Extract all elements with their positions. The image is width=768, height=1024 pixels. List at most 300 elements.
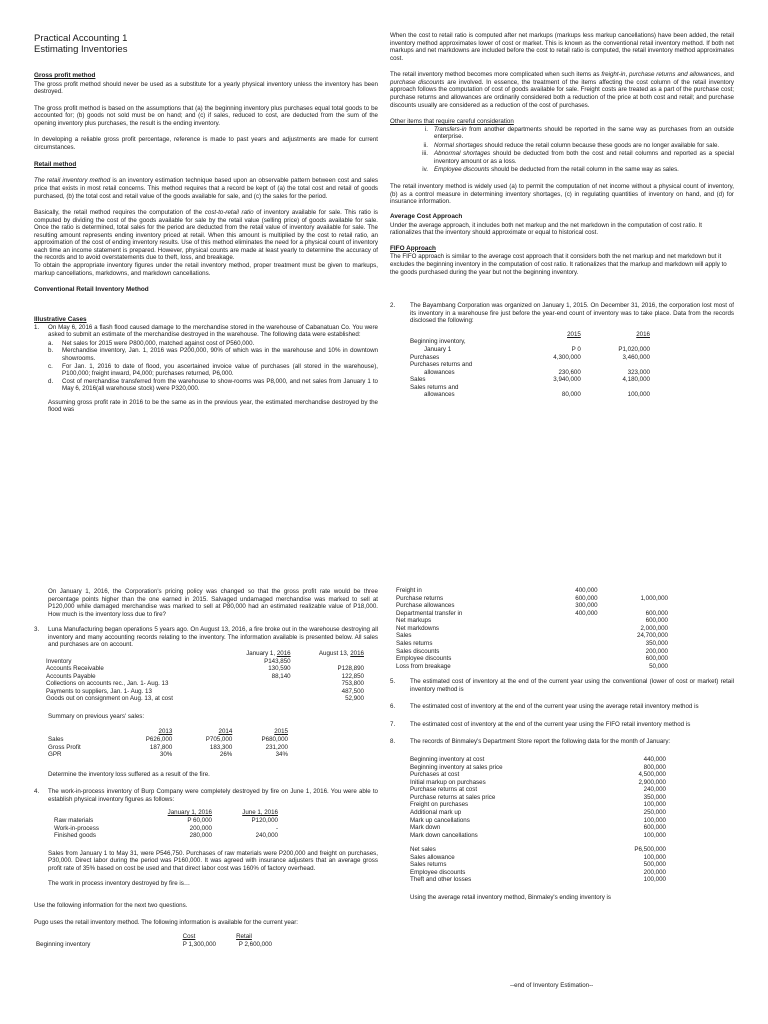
q8-row-label: Additional mark up <box>410 808 462 816</box>
case-4-row-label: Work-in-process <box>54 824 99 832</box>
pugo-col-retail: Retail <box>236 933 252 940</box>
case-1-item-letter: d. <box>48 377 54 385</box>
q8-row-label: Beginning inventory at cost <box>410 756 485 763</box>
other-item-text <box>434 142 734 150</box>
other-item-description: from another departments should be reported in the same way as purchases from an outside enterprise. <box>434 125 734 141</box>
case-1-item <box>48 363 378 378</box>
case-1-item-letter: b. <box>48 347 54 355</box>
question-8-text: The records of Binmaley's Department Store report the following data for the month of January: <box>410 738 671 746</box>
other-item-description: should reduce the retail column because these goods are no longer available for sale. <box>482 141 720 149</box>
case-2-row-value-2: 4,180,000 <box>622 376 650 384</box>
q8-row <box>410 869 666 877</box>
q8-row <box>410 809 666 817</box>
pugo-row <box>396 595 668 603</box>
case-2-row-value-2 <box>581 338 650 346</box>
pugo-row-value-1 <box>547 640 598 648</box>
right-top-column <box>390 32 734 399</box>
question-6 <box>390 703 734 711</box>
case-4-col-jun: June 1, 2016 <box>242 809 278 817</box>
gross-profit-paragraph-2: The gross profit method is based on the assumptions that (a) the beginning inventory plus purchases equal total goods to be accounted for; (b) goods not sold must be on hand; and (c) if sales, reduced to cost, are deducted from the sum of the opening inventory plus purchases, the result is the ending inventory. <box>34 104 378 127</box>
purchase-discounts-term: purchase discounts <box>390 78 445 86</box>
case-3-table <box>46 650 364 703</box>
other-item-term: Normal shortages <box>434 141 483 149</box>
pugo-row-label: Net markdowns <box>396 624 439 632</box>
pugo-table-continued <box>396 587 668 670</box>
pugo-row-value-2: 200,000 <box>645 647 668 655</box>
q8-row <box>410 839 666 846</box>
q8-row <box>410 764 666 772</box>
q8-row-label: Theft and other losses <box>410 876 472 884</box>
pugo-row-value-1 <box>547 625 598 633</box>
case-3-row <box>46 695 364 703</box>
case-4-row-value-1: 280,000 <box>189 832 212 840</box>
pugo-row-value-2: 2,000,000 <box>640 624 668 632</box>
summary-row-value: P705,000 <box>205 736 233 743</box>
pugo-row-value-2: 600,000 <box>645 609 668 617</box>
q8-row <box>410 817 666 825</box>
case-1-item-text: Net sales for 2015 were P800,000, matched against cost of P560,000. <box>62 339 255 347</box>
pugo-intro: Pugo uses the retail inventory method. The following information is available for the current year: <box>34 919 299 927</box>
pugo-row <box>396 632 668 640</box>
case-3-table-body <box>46 658 364 703</box>
case-4-row-value-1: 200,000 <box>189 824 212 832</box>
gross-profit-paragraph-3: In developing a reliable gross profit percentage, reference is made to past years and adjustments are made for current circumstances. <box>34 136 378 152</box>
other-item-numeral: i. <box>424 125 428 133</box>
case-2-row-value-2 <box>581 384 650 392</box>
pugo-row-label: Freight in <box>396 587 422 594</box>
case-4-row-value-1: P 60,000 <box>187 816 212 824</box>
conventional-retail-heading: Conventional Retail Inventory Method <box>34 286 149 294</box>
q8-row-label: Purchase returns at cost <box>410 786 478 794</box>
case-1-item-letter: c. <box>48 362 53 370</box>
summary-row-value: P680,000 <box>261 736 288 743</box>
retail-method-p2-text: of inventory available for sale. This ratio is computed by dividing the cost of the goods available for sale by the retail value (selling price) of goods available for sale. Once the ratio is determined, total sales for the period are deducted from the retail value of inventory available for sale. The resulting amount represents ending inventory priced at retail. When this amount is multiplied by the cost to retail ratio, an approximation of the cost of ending inventory results. Use of this method eliminates the need for a physical count of inventory each time an income statement is prepared. However, physical counts are made at least yearly to determine the accuracy of the records and to avoid overstatements due to theft, loss, and breakage. <box>34 209 378 262</box>
case-4-row-value-2: P120,000 <box>251 816 278 824</box>
pugo-row-value-1: 600,000 <box>575 594 598 602</box>
pugo-row <box>396 640 668 648</box>
q8-row-label: Beginning inventory at sales price <box>410 763 503 771</box>
case-3-row-value-1: 130,590 <box>268 665 291 673</box>
pugo-row-value-2: 350,000 <box>645 639 668 647</box>
case-1-item <box>48 378 378 393</box>
case-3-col-aug-year: 2016 <box>350 649 364 657</box>
q8-row-value: 800,000 <box>643 763 666 771</box>
other-item-term: Employee discounts <box>434 166 490 174</box>
other-item-numeral: iv. <box>422 166 428 174</box>
q8-row-value: 440,000 <box>643 756 666 763</box>
summary-row-label: GPR <box>48 751 62 759</box>
case-4-question: The work in process inventory destroyed by fire is… <box>48 880 191 888</box>
q8-row-label: Employee discounts <box>410 868 466 876</box>
case-2-col-2016: 2016 <box>636 330 650 338</box>
average-cost-heading: Average Cost Approach <box>390 212 463 220</box>
q8-row <box>410 861 666 869</box>
retail-method-term: The retail inventory method <box>34 177 111 185</box>
case-3-row-value-1 <box>225 688 290 696</box>
pugo-row <box>396 610 668 618</box>
case-3-row-value-2: 122,850 <box>341 672 364 680</box>
q8-row-label: Mark up cancellations <box>410 816 470 824</box>
widely-used-paragraph: The retail inventory method is widely used (a) to permit the computation of net income without a physical count of inventory, (b) as a control measure in determining inventory shortages, (c) in regulating quantities of inventory on hand, and (d) for insurance information. <box>390 183 734 206</box>
case-1-item-text: Cost of merchandise transferred from the warehouse to show-rooms was P8,000, and net sales from January 1 to May 6, 2016(all warehouse stock) were P320,000. <box>62 377 378 393</box>
summary-row-value: 30% <box>159 751 173 759</box>
q8-row <box>410 876 666 884</box>
pugo-row-label: Purchase allowances <box>396 602 455 610</box>
case-1 <box>34 324 378 339</box>
q8-row-label: Purchase returns at sales price <box>410 793 496 801</box>
case-4-row-label: Raw materials <box>54 816 94 824</box>
case-3-row-label: Accounts Payable <box>46 672 96 680</box>
freight-discounts-paragraph <box>390 71 734 109</box>
pugo-row-value-1 <box>547 655 598 663</box>
case-2-row-value-1 <box>512 384 581 392</box>
case-3-row <box>46 665 364 673</box>
pugo-row-value-2: P 2,600,000 <box>238 940 272 948</box>
case-4-text: The work-in-process inventory of Burp Company were completely destroyed by fire on June 1, 2016. You were able to establish physical inventory figures as follows: <box>48 788 378 803</box>
p2-sep-1: , <box>625 71 629 79</box>
q8-row-value: 600,000 <box>643 824 666 832</box>
case-3-row-value-2 <box>291 658 364 666</box>
case-2 <box>390 302 734 325</box>
case-1-number: 1. <box>34 323 40 331</box>
case-4-row <box>54 825 278 833</box>
question-8-number: 8. <box>390 738 396 746</box>
q8-row-value: 200,000 <box>643 868 666 876</box>
pugo-row-value-2: 24,700,000 <box>637 632 668 640</box>
other-item-numeral: ii. <box>423 141 428 149</box>
retail-method-paragraph-3: To obtain the appropriate inventory figures under the retail inventory method, proper treatment must be given to markups, markup cancellations, markdowns, and markdown cancellations. <box>34 262 378 277</box>
end-marker: --end of Inventory Estimation-- <box>510 981 594 989</box>
q8-row-label: Mark down <box>410 824 441 832</box>
q8-row-label: Purchases at cost <box>410 771 460 779</box>
summary-col-2013: 2013 <box>158 728 173 736</box>
case-3-question: Determine the inventory loss suffered as a result of the fire. <box>48 770 210 778</box>
pugo-row-value-2: 600,000 <box>645 655 668 663</box>
case-4-number: 4. <box>34 788 40 796</box>
case-2-row-value-2: P1,020,000 <box>618 345 650 353</box>
summary-row-value: 231,200 <box>265 743 288 751</box>
case-3-row-value-2: P128,890 <box>337 665 364 673</box>
case-2-row-value-1: 80,000 <box>561 391 581 399</box>
pugo-row-value-1: 400,000 <box>575 587 598 594</box>
question-7-text: The estimated cost of inventory at the end of the current year using the FIFO retail inventory method is <box>410 720 691 728</box>
q8-row <box>410 756 666 764</box>
q8-row <box>410 801 666 809</box>
other-items-heading: Other items that require careful consideration <box>390 118 514 126</box>
pugo-row-value-2 <box>598 602 668 610</box>
retail-method-p2-lead: Basically, the retail method requires the computation of the <box>34 209 205 217</box>
pugo-row-label: Purchase returns <box>396 594 444 602</box>
q8-row <box>410 854 666 862</box>
pugo-row-label: Net markups <box>396 617 432 625</box>
case-3-summary-label: Summary on previous years' sales: <box>48 712 145 720</box>
question-8-table-body <box>410 756 666 884</box>
case-3-text: Luna Manufacturing began operations 5 years ago. On August 13, 2016, a fire broke out in the warehouse destroying all inventory and many accounting records relating to the inventory. The information available is presented below. All sales and purchases are on account. <box>48 626 378 649</box>
case-3-row-value-1: 88,140 <box>271 672 291 680</box>
gross-profit-heading: Gross profit method <box>34 71 96 79</box>
pugo-row <box>396 663 668 671</box>
other-item <box>408 150 734 165</box>
case-2-row-label: Purchases returns and <box>410 361 473 369</box>
question-5-text: The estimated cost of inventory at the end of the current year using the conventional (lower of cost or market) retail inventory method is <box>410 678 734 693</box>
case-4-row <box>54 817 278 825</box>
case-2-text: The Bayambang Corporation was organized on January 1, 2015. On December 31, 2016, the corporation lost most of its inventory in a warehouse fire just before the year-end count of inventory was to take place. Data from the records disclosed the following: <box>410 302 734 325</box>
purchase-returns-term: purchase returns and allowances <box>628 71 721 79</box>
other-item-text <box>434 166 734 174</box>
case-3-row-value-1: P143,850 <box>264 657 291 665</box>
case-3-row-value-1 <box>225 695 290 703</box>
q8-row-value: 100,000 <box>643 876 666 884</box>
use-info-note: Use the following information for the next two questions. <box>34 901 188 909</box>
conventional-retail-paragraph: When the cost to retail ratio is computed after net markups (markups less markup cancellations) have been added, the retail inventory method approximates lower of cost or market. This is known as the conventional retail inventory method. If both net markups and net markdowns are included before the cost to retail ratio is computed, the retail inventory method approximates cost. <box>390 32 734 62</box>
case-4-row <box>54 832 278 840</box>
q8-row-label: Sales allowance <box>410 853 455 861</box>
q8-row-value: 100,000 <box>643 801 666 809</box>
question-8-question: Using the average retail inventory method, Binmaley's ending inventory is <box>410 894 612 901</box>
case-4-row-value-2: 240,000 <box>255 832 278 840</box>
case-3 <box>34 626 378 649</box>
case-2-table <box>410 331 650 399</box>
case-3-row <box>46 688 364 696</box>
case-1-item-text: Merchandise inventory, Jan. 1, 2016 was P200,000, 90% of which was in the warehouse and 10% in downtown showrooms. <box>62 347 378 363</box>
freight-in-term: freight-in <box>601 71 626 79</box>
case-3-summary-table <box>48 728 288 758</box>
case-2-row-value-1 <box>512 361 581 369</box>
q8-row-label: Sales returns <box>410 861 447 869</box>
pugo-row-value-2: 1,000,000 <box>640 594 668 602</box>
pugo-row-value-1 <box>547 648 598 656</box>
question-5 <box>390 678 734 693</box>
case-2-row-label: Sales <box>410 376 426 384</box>
case-2-row-label: allowances <box>424 391 455 399</box>
case-1-item <box>48 347 378 362</box>
other-item <box>408 166 734 174</box>
fifo-heading: FIFO Approach <box>390 244 436 252</box>
case-4-col-jan: January 1, 2016 <box>167 809 212 817</box>
q8-row-value: 350,000 <box>643 793 666 801</box>
case-3-col-jan <box>225 650 290 658</box>
cost-to-retail-term: cost-to-retail ratio <box>204 209 254 217</box>
other-item <box>408 126 734 141</box>
case-2-table-body <box>410 338 650 399</box>
pugo-row-value-2: 600,000 <box>645 617 668 625</box>
other-item-numeral: iii. <box>422 150 428 158</box>
question-6-text: The estimated cost of inventory at the end of the current year using the average retail inventory method is <box>410 703 699 711</box>
pugo-row-label: Sales <box>396 632 412 640</box>
average-cost-paragraph: Under the average approach, it includes both net markup and the net markdown in the computation of cost ratio. It rationalizes that the inventory should approximate or equal to historical cost. <box>390 221 702 237</box>
pugo-col-cost: Cost <box>182 933 196 940</box>
case-3-col-jan-prefix: January 1, <box>246 649 277 657</box>
pugo-row-value-1: 400,000 <box>575 609 598 617</box>
pugo-row <box>396 602 668 610</box>
case-1-text: On May 6, 2016 a flash flood caused damage to the merchandise stored in the warehouse of Cabanatuan Co. You were asked to submit an estimate of the merchandise destroyed in the warehouse. The following data were established: <box>48 323 378 339</box>
case-2-row <box>410 338 650 346</box>
summary-row-value: 187,800 <box>149 743 173 751</box>
q8-row <box>410 779 666 787</box>
q8-row <box>410 832 666 840</box>
case-2-row <box>410 361 650 369</box>
pugo-row-label: Loss from breakage <box>396 662 451 670</box>
case-3-row-value-1 <box>225 680 290 688</box>
summary-row-value: 34% <box>275 751 288 759</box>
other-item-term: Transfers-in <box>434 125 467 133</box>
summary-col-2015: 2015 <box>274 728 288 736</box>
pugo-row-value-1 <box>547 632 598 640</box>
left-bottom-column <box>34 588 378 948</box>
case-3-row-label: Collections on accounts rec., Jan. 1- Aug. 13 <box>46 680 169 688</box>
pugo-row-value-2 <box>598 587 668 595</box>
summary-row <box>48 744 288 752</box>
case-3-row-label: Inventory <box>46 657 72 665</box>
case-4-row-value-2: - <box>275 824 278 832</box>
case-3-row-label: Accounts Receivable <box>46 665 104 673</box>
case-2-row <box>410 391 650 399</box>
case-3-row <box>46 673 364 681</box>
pugo-row <box>36 941 272 949</box>
gross-profit-paragraph-1: The gross profit method should never be used as a substitute for a yearly physical inventory unless the inventory has been destroyed. <box>34 80 378 96</box>
illustrative-cases-heading: Illustrative Cases <box>34 315 87 323</box>
q8-row-value: 100,000 <box>643 816 666 824</box>
pugo-row-label: Sales returns <box>396 639 433 647</box>
q8-row <box>410 824 666 832</box>
pugo-row-label: Employee discounts <box>396 655 452 663</box>
q8-row-value: 100,000 <box>643 831 666 839</box>
other-item-description: should be deducted from both the cost and retail columns and reported as a special inventory amount or as a loss. <box>434 150 734 165</box>
left-top-column <box>34 34 378 414</box>
case-2-row <box>410 346 650 354</box>
case-2-row-label: January 1 <box>424 345 452 353</box>
pugo-row-label: Sales discounts <box>396 647 440 655</box>
summary-row-value: 26% <box>219 751 233 759</box>
pugo-row <box>396 625 668 633</box>
question-7-number: 7. <box>390 720 396 728</box>
fifo-paragraph: The FIFO approach is similar to the average cost approach that it considers both the net markup and net markdown but it excludes the beginning inventory in the computation of cost ratio. It rationalizes that the markup and markdown will apply to the goods purchased during the year but not the beginning inventory. <box>390 253 727 276</box>
q8-row-value: 500,000 <box>643 861 666 869</box>
q8-row-value: 4,500,000 <box>638 771 666 779</box>
question-8-table <box>410 756 666 884</box>
case-3-number: 3. <box>34 626 40 634</box>
summary-col-2014: 2014 <box>218 728 233 736</box>
case-2-row-value-2: 323,000 <box>627 368 650 376</box>
retail-method-heading: Retail method <box>34 160 77 168</box>
case-2-row-label: Purchases <box>410 353 440 361</box>
other-item-description: should be deducted from the retail column in the same way as sales. <box>489 166 679 174</box>
pugo-row-value-1 <box>547 663 598 671</box>
case-2-row-value-1: P 0 <box>571 345 581 353</box>
pugo-row <box>396 648 668 656</box>
case-3-summary-body <box>48 736 288 759</box>
case-4 <box>34 788 378 803</box>
case-3-row <box>46 680 364 688</box>
case-2-row-value-1 <box>512 338 581 346</box>
pugo-row <box>396 617 668 625</box>
question-7 <box>390 721 734 729</box>
case-3-row-value-2: 487,500 <box>341 687 364 695</box>
retail-method-paragraph-1 <box>34 177 378 200</box>
p2-lead: The retail inventory method becomes more complicated when such items as <box>390 71 602 79</box>
case-2-row-value-2 <box>581 361 650 369</box>
case-3-row-label: Goods out on consignment on Aug. 13, at cost <box>46 695 173 703</box>
pugo-table-body-continued <box>396 587 668 670</box>
case-4-row-label: Finished goods <box>54 832 96 840</box>
summary-row <box>48 736 288 744</box>
q8-row-value: 240,000 <box>643 786 666 794</box>
case-4-table-body <box>54 817 278 840</box>
case-2-row-value-2: 3,460,000 <box>622 353 650 361</box>
case-3-col-aug <box>291 650 364 658</box>
q8-row-value: 250,000 <box>643 808 666 816</box>
q8-row-label: Freight on purchases <box>410 801 469 809</box>
case-1-items <box>34 340 378 393</box>
pugo-table-start <box>36 933 272 948</box>
q8-row-label: Mark down cancellations <box>410 831 478 839</box>
summary-row <box>48 751 288 759</box>
document-subtitle: Estimating Inventories <box>34 43 128 55</box>
summary-row-label: Sales <box>48 736 64 743</box>
case-2-row-value-1: 3,940,000 <box>553 376 581 384</box>
case-2-row <box>410 369 650 377</box>
case-1-item-letter: a. <box>48 339 54 347</box>
q8-row-value: 100,000 <box>643 853 666 861</box>
case-2-row <box>410 384 650 392</box>
pugo-row-value-2: 50,000 <box>649 662 668 670</box>
case-2-col-2015: 2015 <box>567 330 581 338</box>
q8-row-label: Initial markup on purchases <box>410 778 486 786</box>
pugo-row-label: Beginning inventory <box>36 940 91 948</box>
case-2-row-label: Sales returns and <box>410 383 459 391</box>
pugo-row-value-1: P 1,300,000 <box>182 940 216 948</box>
summary-row-value: P626,000 <box>145 736 173 743</box>
case-2-row-value-2: 100,000 <box>627 391 650 399</box>
p2-sep-2: , and <box>720 71 734 79</box>
case-2-continued: On January 1, 2016, the Corporation's pricing policy was changed so that the gross profit rate would be three percentage points higher than the one earned in 2015. Salvaged undamaged merchandise was marked to sell at P120,000 while damaged merchandise was marked to sell at P80,000 had an estimated realizable value of P18,000. How much is the inventory loss due to fire? <box>48 588 378 618</box>
retail-method-p1-text: is an inventory estimation technique based upon an observable pattern between cost and sales price that exists in most retail concerns. This method requires that a record be kept of (a) the total cost and retail of goods purchased, (b) the total cost and retail value of the goods available for sale, and (c) the sales for the period. <box>34 177 378 200</box>
pugo-row <box>396 655 668 663</box>
q8-row-label: Net sales <box>410 846 436 854</box>
q8-row-label <box>410 839 600 846</box>
case-2-row-value-1: 230,600 <box>558 368 581 376</box>
case-2-number: 2. <box>390 302 396 310</box>
case-2-row <box>410 354 650 362</box>
case-1-item-text: For Jan. 1, 2016 to date of flood, you ascertained invoice value of purchases (all stored in the warehouse), P100,000; freight inward, P4,000; purchases returned, P6,000. <box>62 362 378 378</box>
case-3-row-value-2: 753,800 <box>341 680 364 688</box>
case-2-row-label: Beginning inventory, <box>410 338 466 346</box>
q8-row <box>410 786 666 794</box>
summary-row-value: 183,300 <box>209 743 233 751</box>
pugo-table-body-start <box>36 941 272 949</box>
case-3-row-label: Payments to suppliers, Jan. 1- Aug. 13 <box>46 687 152 695</box>
case-3-col-jan-year: 2016 <box>276 649 291 657</box>
case-1-question: Assuming gross profit rate in 2016 to be the same as in the previous year, the estimated merchandise destroyed by the flood was <box>48 398 378 414</box>
pugo-row-value-1: 300,000 <box>575 602 598 610</box>
case-3-row-value-2: 52,900 <box>345 695 364 703</box>
case-4-table <box>54 809 278 839</box>
q8-row-value <box>600 839 666 846</box>
other-item-term: Abnormal shortages <box>434 150 491 158</box>
question-6-number: 6. <box>390 703 396 711</box>
case-3-col-aug-prefix: August 13, <box>318 649 351 657</box>
summary-row-label: Gross Profit <box>48 743 81 751</box>
other-item-text <box>434 126 734 141</box>
case-2-row-label: allowances <box>424 368 455 376</box>
q8-row <box>410 794 666 802</box>
other-items-list <box>390 126 734 174</box>
pugo-row <box>396 587 668 595</box>
q8-row-value: P6,500,000 <box>634 846 666 854</box>
pugo-row-value-1 <box>547 617 598 625</box>
case-2-row-value-1: 4,300,000 <box>553 353 581 361</box>
q8-row-value: 2,900,000 <box>638 778 666 786</box>
